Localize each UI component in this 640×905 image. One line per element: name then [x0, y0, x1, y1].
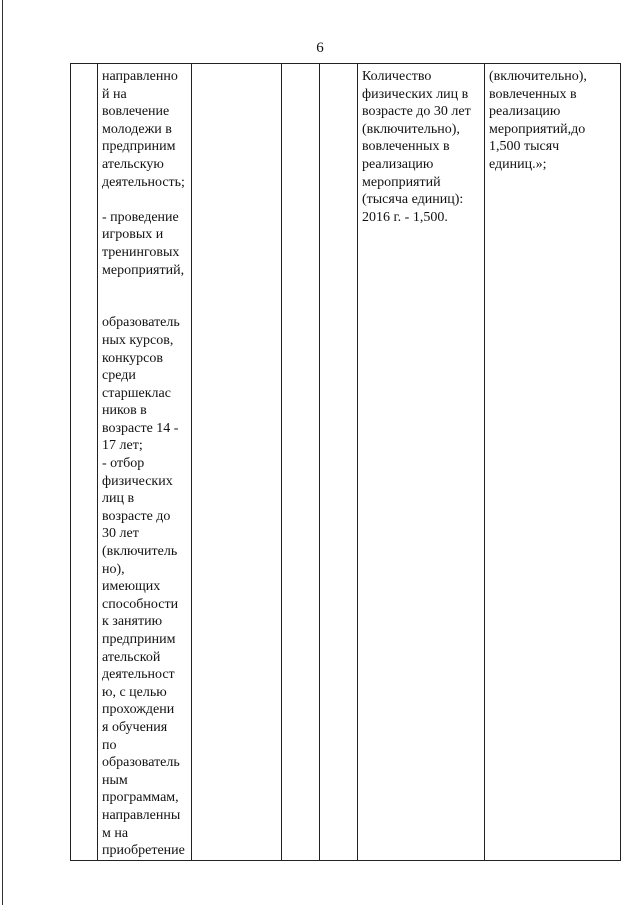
page-number: 6: [316, 40, 324, 56]
cell-start-year: [282, 64, 320, 861]
cell-executor: [192, 64, 282, 861]
program-table: [70, 63, 621, 861]
cell-expected-result: [485, 64, 621, 861]
expected-result-text: (включительно), вовлеченных в реализацию мероприятий,до 1,500 тысяч единиц.»;: [489, 69, 587, 172]
cell-end-year: [320, 64, 358, 861]
cell-activity-description: [98, 64, 192, 861]
table-row: [71, 64, 621, 861]
activity-description-text: направленно й на вовлечение молодежи в предприним ательскую деятельность; - проведение игровых и тренинговых мероприятий, образователь ных курсов, конкурсов среди старшеклас ников в возрасте 14 - 17 лет; - отбор физических лиц в возрасте до 30 лет (включитель но), имеющих способности к занятию предприним ательской деятельност ю, с целью прохождени я обучения по образователь ным программам, направленны м на приобретение: [102, 69, 185, 859]
cell-indicator: [358, 64, 485, 861]
cell-number: [71, 64, 98, 861]
indicator-text: Количество физических лиц в возрасте до 30 лет (включительно), вовлеченных в реализацию мероприятий (тысяча единиц): 2016 г. - 1,500.: [362, 69, 471, 225]
page-edge-line: [2, 0, 3, 905]
